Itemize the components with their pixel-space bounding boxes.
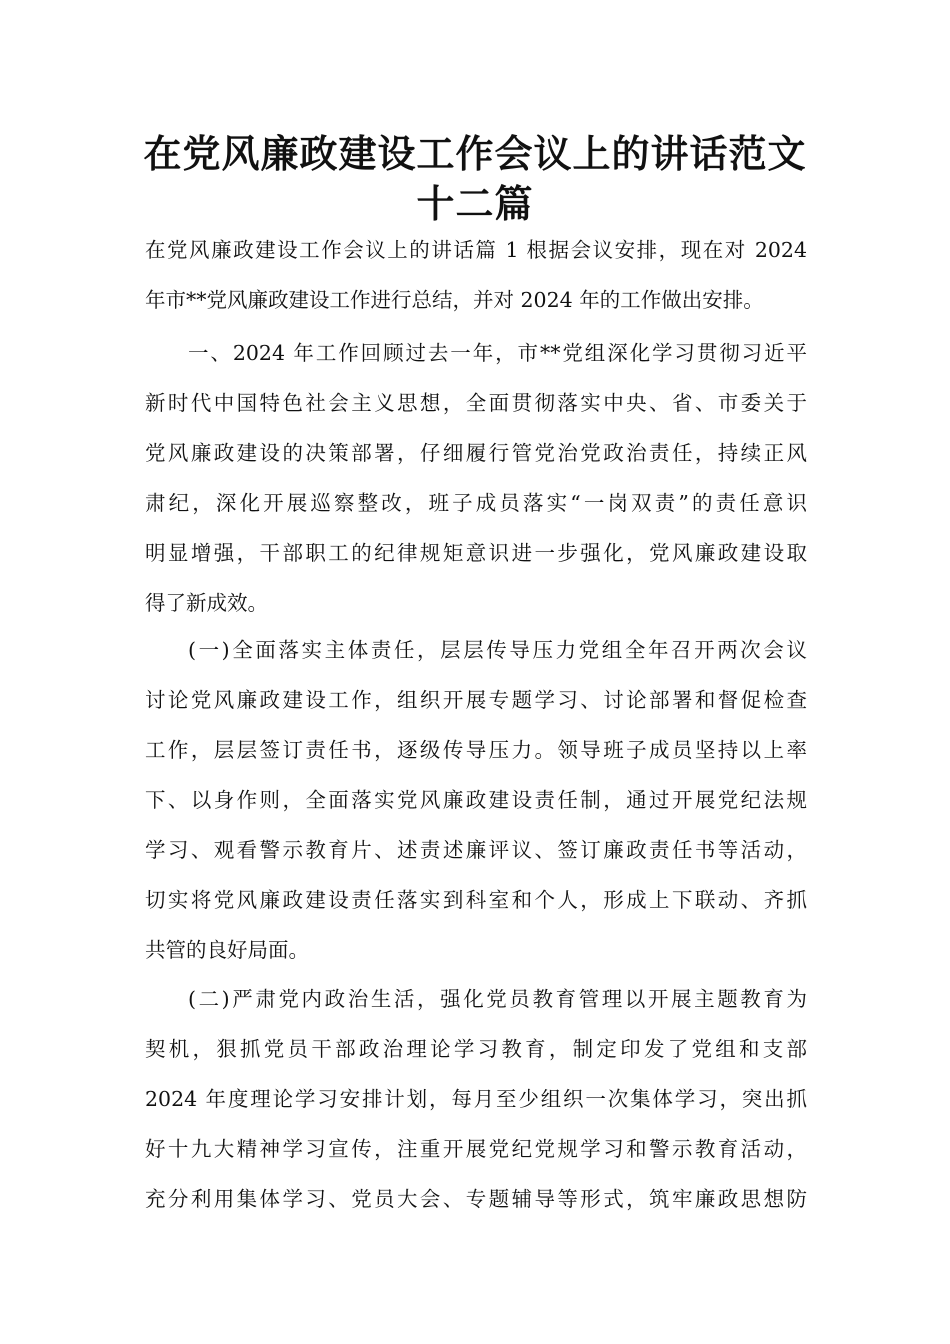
- text-line: 得了新成效。: [145, 591, 268, 615]
- text-line: 明显增强，干部职工的纪律规矩意识进一步强化，党风廉政建设取: [145, 541, 807, 565]
- text-line: 党风廉政建设的决策部署，仔细履行管党治党政治责任，持续正风: [145, 441, 807, 465]
- text-line: 在党风廉政建设工作会议上的讲话篇 1 根据会议安排，现在对 2024: [145, 238, 807, 262]
- text-line: 充分利用集体学习、党员大会、专题辅导等形式，筑牢廉政思想防: [145, 1187, 807, 1211]
- text-line: 好十九大精神学习宣传，注重开展党纪党规学习和警示教育活动，: [145, 1137, 807, 1161]
- text-line: 下、以身作则，全面落实党风廉政建设责任制，通过开展党纪法规: [145, 788, 807, 812]
- text-line: 切实将党风廉政建设责任落实到科室和个人，形成上下联动、齐抓: [145, 888, 807, 912]
- text-line: 新时代中国特色社会主义思想，全面贯彻落实中央、省、市委关于: [145, 391, 807, 415]
- document-title-line-1: 在党风廉政建设工作会议上的讲话范文: [143, 132, 807, 176]
- text-line: 肃纪，深化开展巡察整改，班子成员落实“一岗双责”的责任意识: [145, 491, 807, 515]
- text-line: 2024 年度理论学习安排计划，每月至少组织一次集体学习，突出抓: [145, 1087, 807, 1111]
- text-line: 工作，层层签订责任书，逐级传导压力。领导班子成员坚持以上率: [145, 738, 807, 762]
- text-line: 学习、观看警示教育片、述责述廉评议、签订廉政责任书等活动，: [145, 838, 807, 862]
- text-line: 契机，狠抓党员干部政治理论学习教育，制定印发了党组和支部: [145, 1037, 807, 1061]
- document-title-line-2: 十二篇: [416, 182, 534, 226]
- text-line: 共管的良好局面。: [145, 938, 309, 962]
- text-line: (二)严肃党内政治生活，强化党员教育管理以开展主题教育为: [188, 987, 807, 1011]
- text-line: 一、2024 年工作回顾过去一年，市**党组深化学习贯彻习近平: [188, 341, 807, 365]
- text-line: (一)全面落实主体责任，层层传导压力党组全年召开两次会议: [188, 638, 807, 662]
- text-line: 讨论党风廉政建设工作，组织开展专题学习、讨论部署和督促检查: [145, 688, 807, 712]
- text-line: 年市**党风廉政建设工作进行总结，并对 2024 年的工作做出安排。: [145, 288, 764, 312]
